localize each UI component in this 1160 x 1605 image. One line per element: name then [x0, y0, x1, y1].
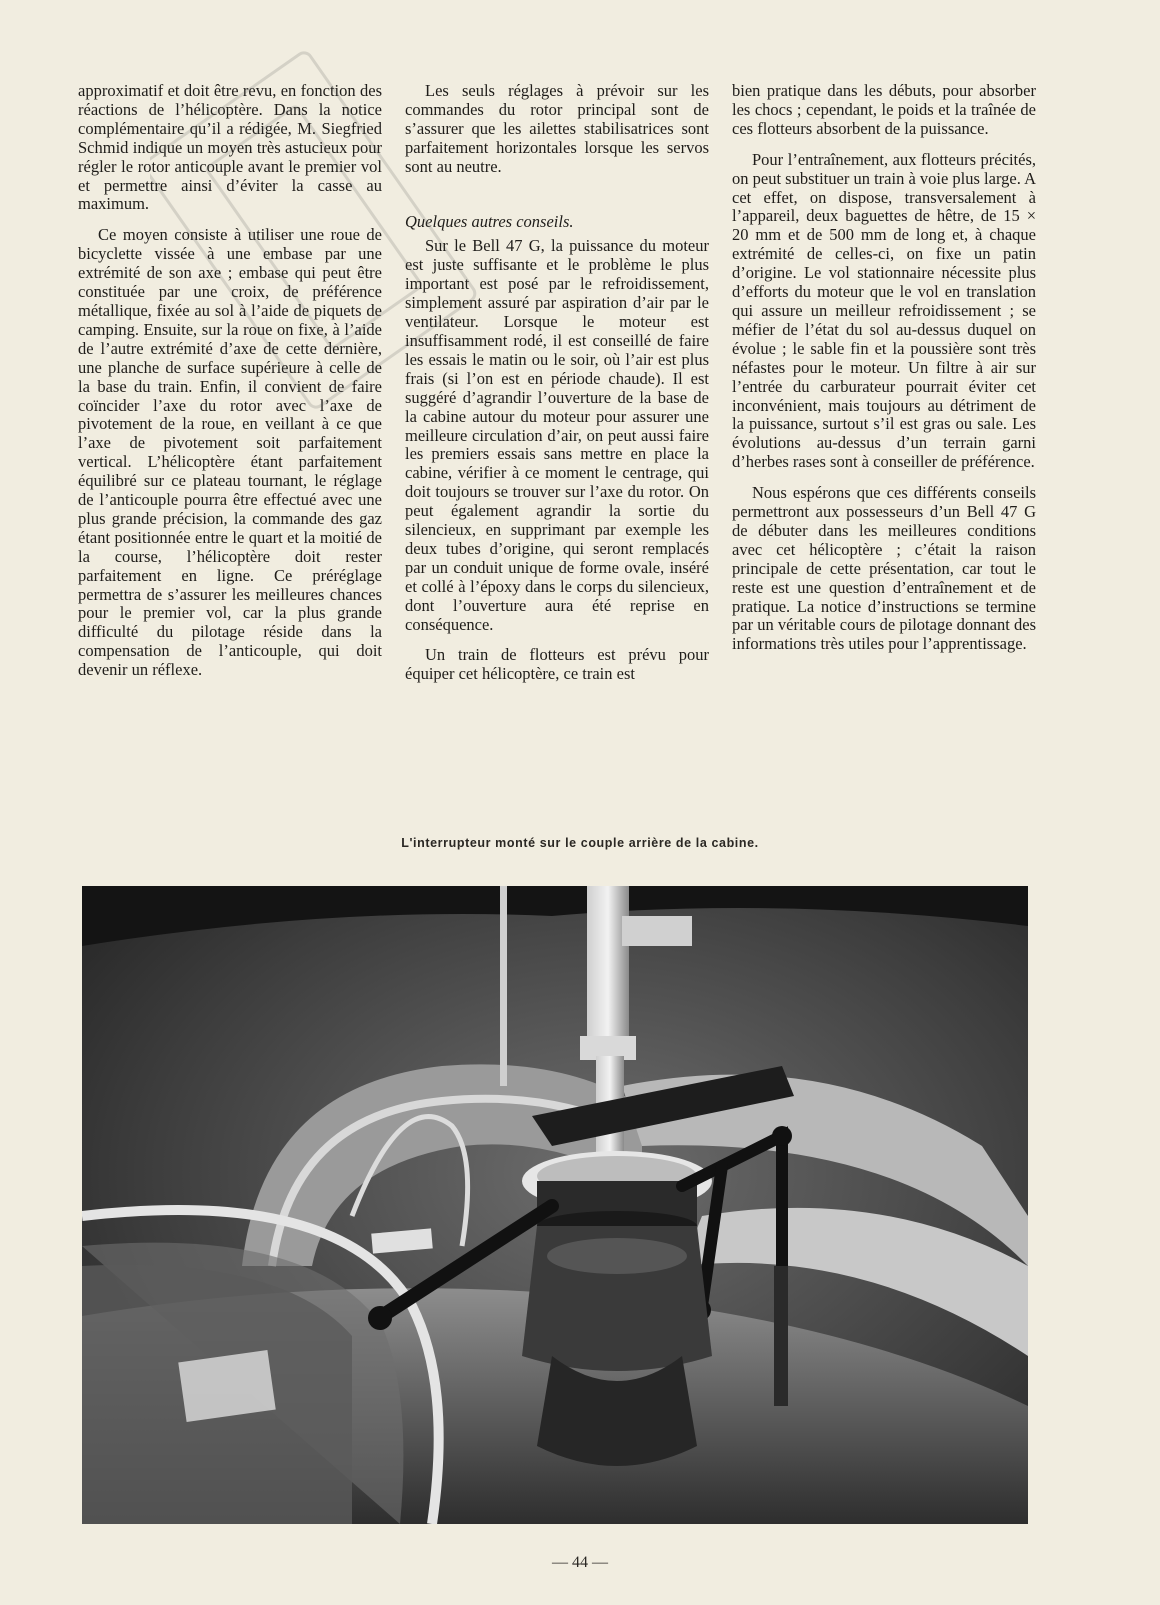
page-number: — 44 —	[552, 1554, 608, 1571]
col1-paragraph-2: Ce moyen consiste à utiliser une roue de bicyclette vissée à une embase par une extrémité de son axe ; embase qui peut être constituée par une croix, de préférence métallique, fixée au sol à l’aide de piquets de camping. Ensuite, sur la roue on fixe, à l’aide de l’autre extrémité d’axe de cette dernière, une planche de surface supérieure à celle de la base du train. Enfin, il convient de faire coïncider l’axe du rotor avec l’axe de pivotement de la roue, en veillant à ce que l’axe de pivotement soit parfaitement vertical. L’hélicoptère étant parfaitement équilibré sur ce plateau tournant, le réglage de l’anticouple pourra être effectué avec une plus grande précision, la commande des gaz étant positionnée entre le quart et la moitié de la course, l’hélicoptère doit rester parfaitement en ligne. Ce préréglage permettra de s’assurer les meilleures chances pour le premier vol, car la plus grande difficulté du pilotage réside dans la compensation de l’anticouple, qui doit devenir un réflexe.	[78, 225, 382, 680]
col2-paragraph-3: Un train de flotteurs est prévu pour équiper cet hélicoptère, ce train est	[405, 645, 709, 684]
col3-paragraph-2: Pour l’entraînement, aux flotteurs précités, on peut substituer un train à voie plus large. A cet effet, on dispose, transversalement à l’appareil, deux baguettes de hêtre, de 15 × 20 mm et de 500 mm de long et, à chaque extrémité de celles-ci, on fixe un patin d’origine. Le vol stationnaire nécessite plus d’efforts du moteur que le vol en translation qui assure un meilleur refroidissement ; se méfier de l’état du sol au-dessus duquel on évolue ; le sable fin et la poussière sont très néfastes pour le moteur. Un filtre à air sur l’entrée du carburateur pourrait éviter cet inconvénient, mais toujours au détriment de la puissance, surtout s’il est gras ou sale. Les évolutions au-dessus d’un terrain garni d’herbes rases sont à conseiller de préférence.	[732, 149, 1036, 472]
photo-caption: L'interrupteur monté sur le couple arrière de la cabine.	[401, 836, 759, 850]
column-2	[405, 82, 709, 684]
section-heading: Quelques autres conseils.	[405, 211, 574, 231]
helicopter-rotor-photo	[82, 886, 1028, 1524]
col2-paragraph-1: Les seuls réglages à prévoir sur les commandes du rotor principal sont de s’assurer que les ailettes stabilisatrices sont parfaitement horizontales lorsque les servos sont au neutre.	[405, 81, 709, 176]
column-1	[78, 82, 382, 684]
column-3	[732, 82, 1036, 684]
col3-paragraph-1: bien pratique dans les débuts, pour absorber les chocs ; cependant, le poids et la traînée de ces flotteurs absorbent de la puissance.	[732, 81, 1036, 138]
text-columns	[78, 82, 1036, 684]
col1-paragraph-1: approximatif et doit être revu, en fonction des réactions de l’hélicoptère. Dans la notice complémentaire qu’il a rédigée, M. Siegfried Schmid indique un moyen très astucieux pour régler le rotor anticouple avant le premier vol et permettre ainsi d’éviter la casse au maximum.	[78, 81, 382, 214]
col2-paragraph-2: Sur le Bell 47 G, la puissance du moteur est juste suffisante et le problème le plus important est posé par le refroidissement, simplement assuré par aspiration d’air par le ventilateur. Lorsque le moteur est insuffisamment rodé, il est conseillé de faire les essais le matin ou le soir, où l’air est plus frais (si l’on est en période chaude). Il est suggéré d’agrandir l’ouverture de la base de la cabine autour du moteur pour assurer une meilleure circulation d’air, on peut aussi faire les premiers essais sans mettre en place la cabine, vérifier à ce moment le centrage, qui doit toujours se trouver sur l’axe du rotor. On peut également agrandir la sortie du silencieux, en supprimant par exemple les deux tubes d’origine, qui seront remplacés par un conduit unique de forme ovale, inséré et collé à l’époxy dans le corps du silencieux, dont l’ouverture aura été reprise en conséquence.	[405, 236, 709, 634]
col3-paragraph-3: Nous espérons que ces différents conseils permettront aux possesseurs d’un Bell 47 G de débuter dans les meilleures conditions avec cet hélicoptère ; c’était la raison principale de cette présentation, car tout le reste est une question d’entraînement et de pratique. La notice d’instructions se termine par un véritable cours de pilotage donnant des informations très utiles pour l’apprentissage.	[732, 483, 1036, 654]
